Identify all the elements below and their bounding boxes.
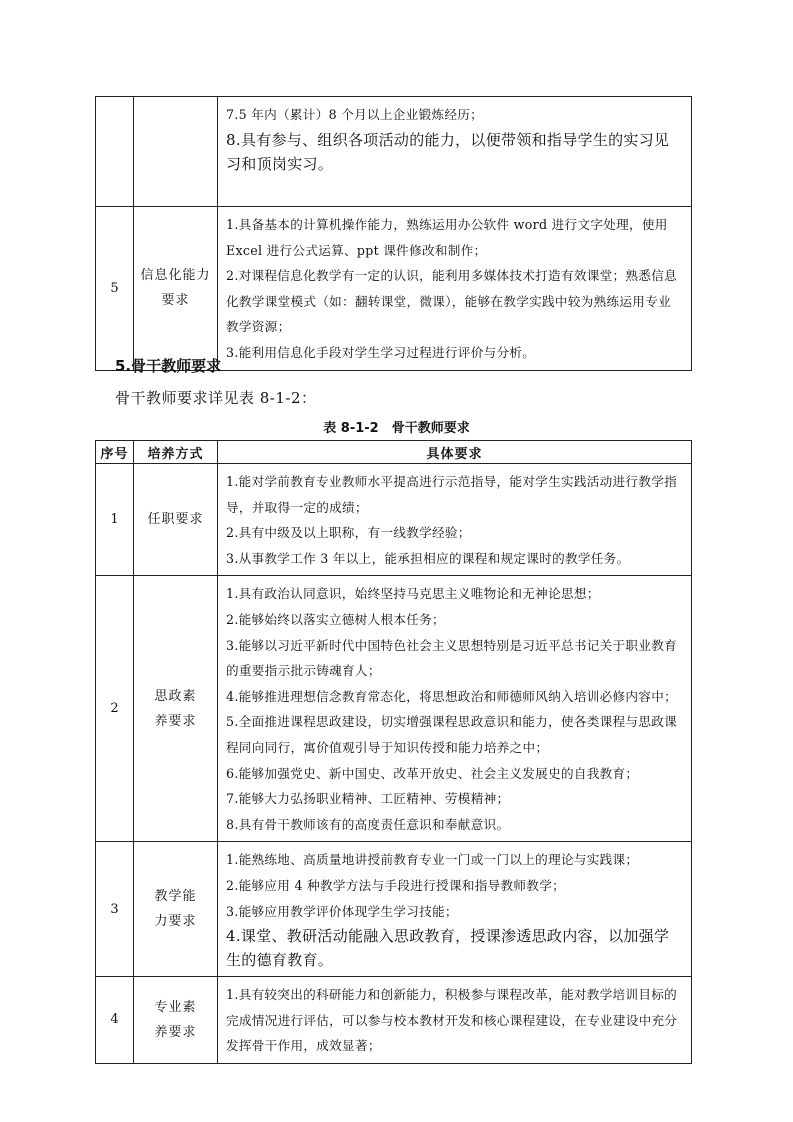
header-mode: 培养方式: [134, 441, 218, 464]
training-mode: 信息化能力要求: [134, 207, 218, 371]
table-row: [96, 97, 692, 207]
row-number: 1: [96, 464, 134, 576]
table-row: [96, 464, 692, 576]
info-table-continued: [95, 96, 692, 371]
table-caption: 表 8-1-2 骨干教师要求: [323, 421, 470, 436]
requirement-item: 5.全面推进课程思政建设，切实增强课程思政意识和能力，使各类课程与思政课程同向同行，寓价值观引导于知识传授和能力培养之中；: [226, 714, 678, 755]
requirement-item: 4.课堂、教研活动能融入思政教育，授课渗透思政内容，以加强学生的德育教育。: [226, 927, 670, 970]
row-number: 2: [96, 576, 134, 842]
requirement-item: 3.能利用信息化手段对学生学习过程进行评价与分析。: [226, 344, 536, 360]
training-mode: [134, 97, 218, 207]
requirement-item: 3.能够以习近平新时代中国特色社会主义思想特别是习近平总书记关于职业教育的重要指示批示铸魂育人；: [226, 637, 678, 679]
requirement-item: 1.具有政治认同意识，始终坚持马克思主义唯物论和无神论思想；: [226, 586, 600, 602]
requirements-cell: [218, 576, 692, 842]
requirement-item: 4.能够推进理想信念教育常态化，将思想政治和师德师风纳入培训必修内容中；: [226, 688, 678, 704]
requirements-cell: [218, 977, 692, 1064]
row-number: [96, 97, 134, 207]
requirement-item: 1.具备基本的计算机操作能力，熟练运用办公软件 word 进行文字处理，使用 Excel 进行公式运算、ppt 课件修改和制作；: [226, 217, 668, 258]
training-mode: 任职要求: [134, 464, 218, 576]
requirements-cell: [218, 97, 692, 207]
requirement-item: 8.具有参与、组织各项活动的能力，以便带领和指导学生的实习见习和顶岗实习。: [226, 130, 670, 173]
intro-text: 骨干教师要求详见表 8-1-2：: [115, 389, 317, 407]
requirement-item: 2.具有中级及以上职称，有一线教学经验；: [226, 525, 471, 541]
requirement-item: 6.能够加强党史、新中国史、改革开放史、社会主义发展史的自我教育；: [226, 765, 639, 781]
section-heading: 5.骨干教师要求: [115, 357, 222, 375]
table-row: [96, 207, 692, 371]
requirements-cell: [218, 464, 692, 576]
requirement-item: 3.从事教学工作 3 年以上，能承担相应的课程和规定课时的教学任务。: [226, 550, 630, 566]
training-mode: 专业素养要求: [134, 977, 218, 1064]
table-row: [96, 977, 692, 1064]
requirement-item: 1.能对学前教育专业教师水平提高进行示范指导，能对学生实践活动进行教学指导，并取得一定的成绩；: [226, 474, 678, 515]
row-number: 4: [96, 977, 134, 1064]
requirement-item: 3.能够应用教学评价体现学生学习技能；: [226, 903, 458, 919]
header-requirements: 具体要求: [218, 441, 692, 464]
requirement-item: 2.能够应用 4 种教学方法与手段进行授课和指导教师教学；: [226, 877, 565, 893]
requirement-item: 7.5 年内（累计）8 个月以上企业锻炼经历；: [226, 107, 484, 122]
row-number: 3: [96, 842, 134, 977]
requirements-cell: [218, 842, 692, 977]
training-mode: 教学能力要求: [134, 842, 218, 977]
header-number: 序号: [96, 441, 134, 464]
table-row: [96, 576, 692, 842]
requirement-item: 7.能够大力弘扬职业精神、工匠精神、劳模精神；: [226, 791, 510, 807]
row-number: 5: [96, 207, 134, 371]
requirement-item: 2.对课程信息化教学有一定的认识，能利用多媒体技术打造有效课堂；熟悉信息化教学课堂模式（如：翻转课堂，微课），能够在教学实践中较为熟练运用专业教学资源；: [226, 268, 678, 335]
requirements-cell: [218, 207, 692, 371]
backbone-teacher-table: [95, 440, 692, 1064]
requirement-item: 1.能熟练地、高质量地讲授前教育专业一门或一门以上的理论与实践课；: [226, 852, 639, 868]
training-mode: 思政素养要求: [134, 576, 218, 842]
table-header-row: [96, 441, 692, 464]
requirement-item: 2.能够始终以落实立德树人根本任务；: [226, 611, 445, 627]
requirement-item: 8.具有骨干教师该有的高度责任意识和奉献意识。: [226, 816, 510, 832]
requirement-item: 1.具有较突出的科研能力和创新能力，积极参与课程改革，能对教学培训目标的完成情况进行评估，可以参与校本教材开发和核心课程建设，在专业建设中充分发挥骨干作用，成效显著；: [226, 987, 678, 1054]
table-row: [96, 842, 692, 977]
